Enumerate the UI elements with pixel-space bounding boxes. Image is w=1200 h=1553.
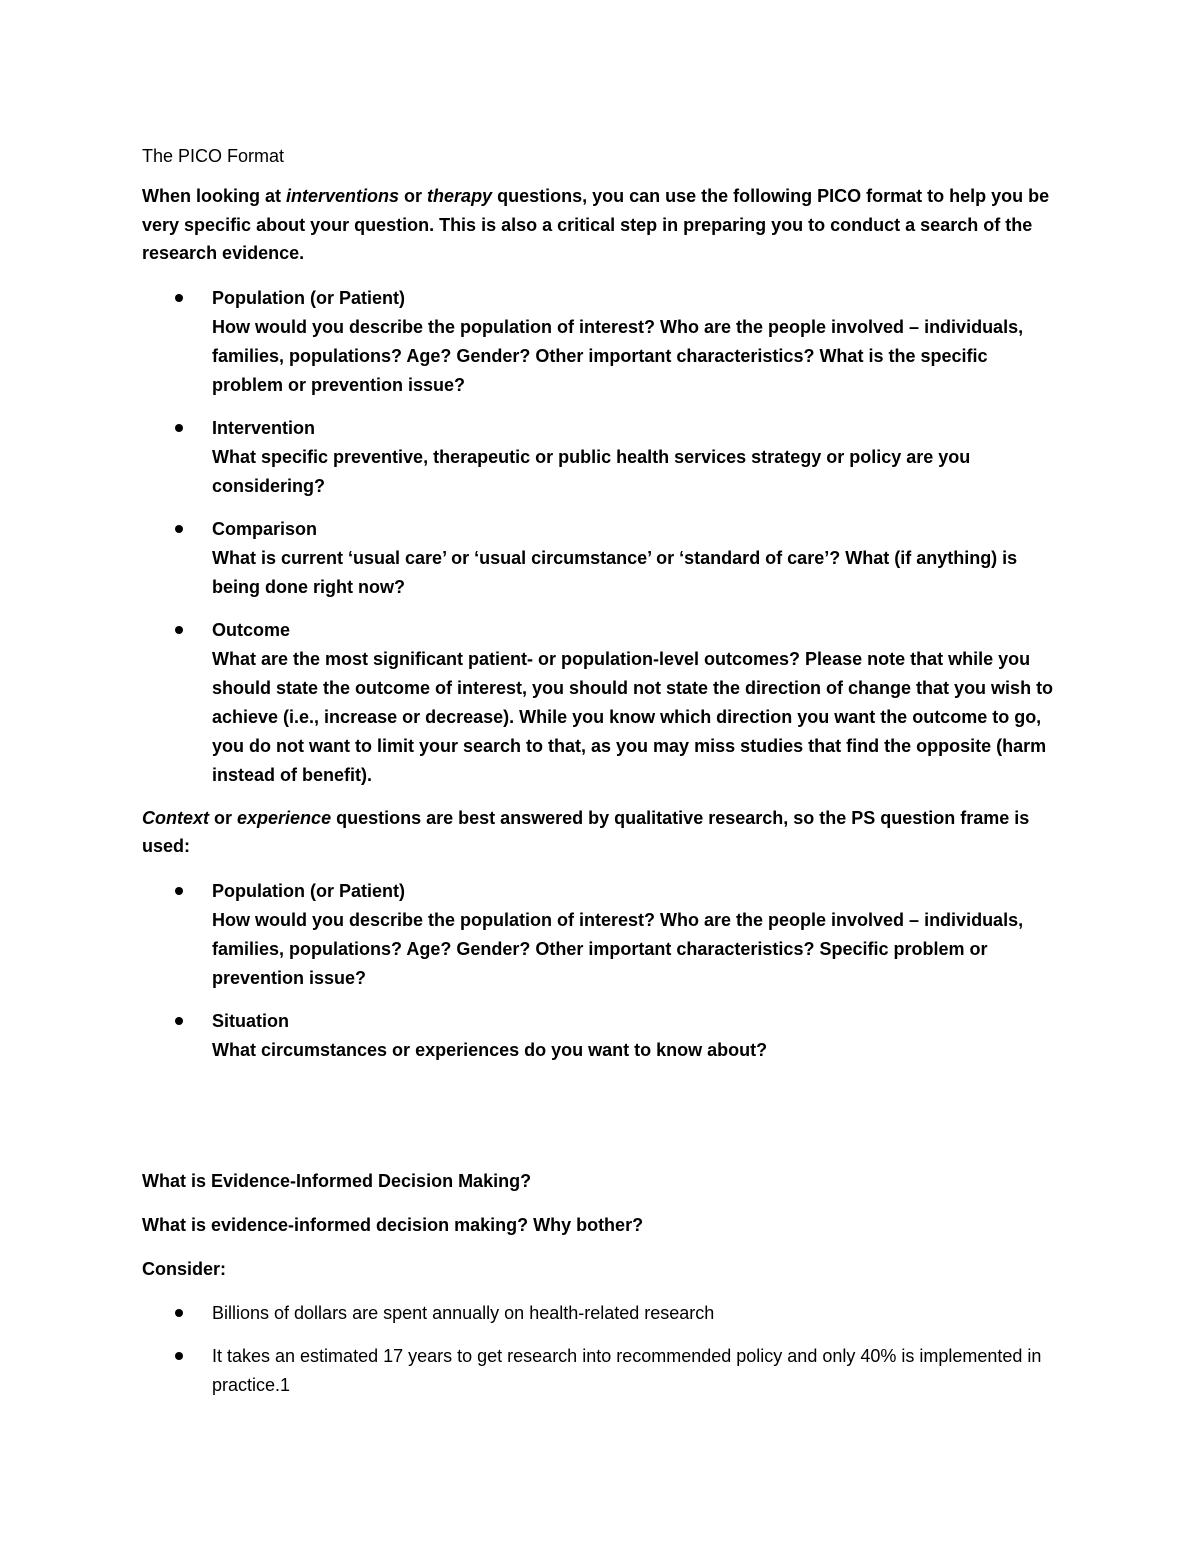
section-spacer [142, 1079, 1062, 1167]
pico-item-heading: Outcome [212, 619, 291, 640]
pico-item-outcome [142, 616, 1062, 790]
ps-item-description: How would you describe the population of interest? Who are the people involved – individuals, families, populations? Age? Gender? Other important characteristics? Specific problem or prevention issue? [212, 909, 1024, 988]
pico-item-intervention [142, 414, 1062, 501]
pico-item-description: What is current ‘usual care’ or ‘usual circumstance’ or ‘standard of care’? What (if anything) is being done right now? [212, 547, 1018, 597]
bullet-icon [175, 525, 183, 533]
ps-item-heading: Situation [212, 1010, 289, 1031]
bullet-icon [175, 294, 183, 302]
consider-item [142, 1299, 1062, 1328]
pico-item-comparison [142, 515, 1062, 602]
bullet-icon [175, 1352, 183, 1360]
pico-item-description: What specific preventive, therapeutic or public health services strategy or policy are you considering? [212, 446, 971, 496]
consider-item-text: Billions of dollars are spent annually on health-related research [212, 1302, 715, 1323]
ps-item-description: What circumstances or experiences do you want to know about? [212, 1039, 768, 1060]
consider-item [142, 1342, 1062, 1400]
consider-item-text: It takes an estimated 17 years to get research into recommended policy and only 40% is implemented in practice.1 [212, 1345, 1042, 1395]
bullet-icon [175, 1309, 183, 1317]
ps-list [142, 877, 1062, 1065]
pico-intro-paragraph: When looking at interventions or therapy questions, you can use the following PICO format to help you be very specific about your question. This is also a critical step in preparing you to conduct a search of the research evidence. [142, 186, 1050, 263]
ps-item-situation [142, 1007, 1062, 1065]
consider-list [142, 1299, 1062, 1400]
ps-item-population [142, 877, 1062, 993]
pico-item-heading: Intervention [212, 417, 316, 438]
ps-item-heading: Population (or Patient) [212, 880, 405, 901]
bullet-icon [175, 424, 183, 432]
pico-item-heading: Comparison [212, 518, 318, 539]
eidm-question: What is evidence-informed decision making? Why bother? [142, 1214, 644, 1235]
section-title-eidm: What is Evidence-Informed Decision Making? [142, 1170, 532, 1191]
consider-label: Consider: [142, 1258, 227, 1279]
bullet-icon [175, 1017, 183, 1025]
section-title-pico: The PICO Format [142, 146, 285, 166]
pico-item-population [142, 284, 1062, 400]
pico-item-description: How would you describe the population of interest? Who are the people involved – individuals, families, populations? Age? Gender? Other important characteristics? What is the specific problem or prevention issue? [212, 316, 1024, 395]
bullet-icon [175, 887, 183, 895]
pico-list [142, 284, 1062, 790]
pico-item-description: What are the most significant patient- or population-level outcomes? Please note that while you should state the outcome of interest, you should not state the direction of change that you wish to achieve (i.e., increase or decrease). While you know which direction you want the outcome to go, you do not want to limit your search to that, as you may miss studies that find the opposite (harm instead of benefit). [212, 648, 1054, 785]
pico-item-heading: Population (or Patient) [212, 287, 405, 308]
document-content [142, 144, 1062, 1414]
bullet-icon [175, 626, 183, 634]
ps-intro-paragraph: Context or experience questions are best answered by qualitative research, so the PS question frame is used: [142, 807, 1030, 856]
